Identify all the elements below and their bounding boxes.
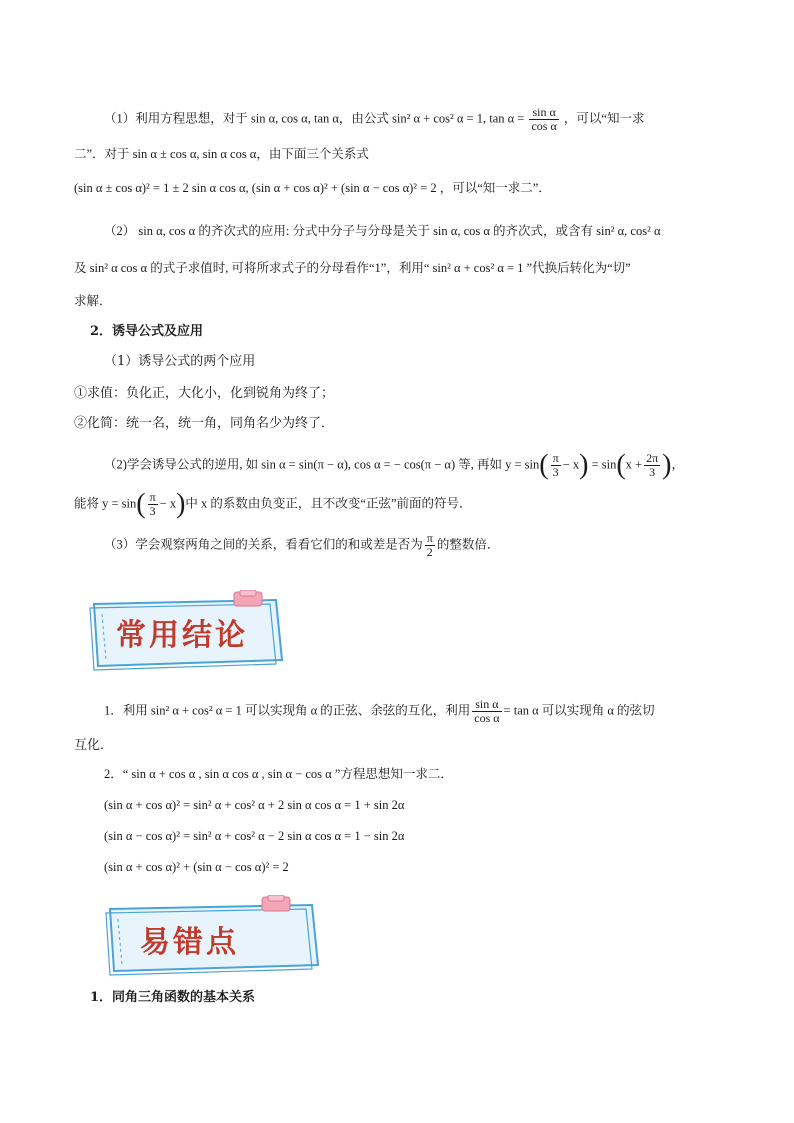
section2-p2-line2 <box>74 488 472 520</box>
frac4-num: π <box>426 531 433 545</box>
frac4-den: 2 <box>426 545 433 559</box>
conclusion1-prefix: 1．利用 sin² α + cos² α = 1 可以实现角 α 的正弦、余弦的互化，利用 <box>104 703 471 718</box>
2pi-over-3-fraction <box>644 452 660 479</box>
section2-item1: ①求值：负化正，大化小，化到锐角为终了； <box>74 386 335 401</box>
conclusion1-fraction <box>472 698 501 725</box>
p2-line2: 及 sin² α cos α 的式子求值时, 可将所求式子的分母看作“1”，利用“ sin² α + cos² α = 1 ”代换后转化为“切” <box>74 261 631 275</box>
left-paren: ( <box>539 449 549 481</box>
section2-p2-line1 <box>104 449 684 481</box>
section2-p3 <box>104 532 499 559</box>
p2-line1: （2） sin α, cos α 的齐次式的应用: 分式中分子与分母是关于 sin α, cos α 的齐次式，或含有 sin² α, cos² α <box>104 224 661 238</box>
section2-p2-end: ， <box>671 457 684 472</box>
section2-p2-line2-prefix: 能将 y = sin <box>74 496 137 511</box>
left-paren-2: ( <box>616 449 626 481</box>
frac2-den: 3 <box>649 465 656 479</box>
pi-over-2-fraction <box>425 532 435 559</box>
conclusion1-line1 <box>104 698 655 725</box>
frac3-den: 3 <box>149 504 156 518</box>
right-paren: ) <box>579 449 589 481</box>
right-paren-3: ) <box>176 488 186 520</box>
section2-item2: ②化简：统一名，统一角，同角名少为终了． <box>74 416 335 431</box>
conclusion1-line2: 互化． <box>74 738 114 753</box>
c1-frac-den: cos α <box>474 711 500 725</box>
conclusion2: 2．“ sin α + cos α , sin α cos α , sin α − cos α ”方程思想知一求二． <box>104 767 453 781</box>
p1-fraction <box>529 106 558 133</box>
p1-line2: 二”．对于 sin α ± cos α, sin α cos α，由下面三个关系式 <box>74 147 369 161</box>
section2-p2-prefix: （2)学会诱导公式的逆用, 如 sin α = sin(π − α), cos α = − cos(π − α) 等, 再如 y = sin <box>104 457 540 472</box>
p1-line3: (sin α ± cos α)² = 1 ± 2 sin α cos α, (sin α + cos α)² + (sin α − cos α)² = 2 ，可以“知一求二”． <box>74 181 551 195</box>
pi-over-3-fraction <box>551 452 561 479</box>
c1-frac-num: sin α <box>472 698 501 712</box>
section2-p2-mid1: − x <box>562 457 580 472</box>
frac1-num: π <box>552 451 559 465</box>
left-paren-3: ( <box>136 488 146 520</box>
section2-p2-line2-mid: − x <box>159 496 177 511</box>
conclusion1-tail: = tan α 可以实现角 α 的弦切 <box>503 703 655 718</box>
p1-line1-tail: ，可以“知一求 <box>563 111 645 126</box>
banner-error-prone <box>96 895 326 977</box>
pi-over-3-fraction-2 <box>148 491 158 518</box>
frac1-den: 3 <box>552 465 559 479</box>
banner2-title: 易错点 <box>140 925 239 960</box>
section2-p2-eq: = sin <box>591 457 617 472</box>
section2-p2-mid2: x + <box>625 457 643 472</box>
banner1-title: 常用结论 <box>116 618 248 653</box>
p1-frac-num: sin α <box>529 106 558 120</box>
formula1: (sin α + cos α)² = sin² α + cos² α + 2 sin α cos α = 1 + sin 2α <box>104 798 405 812</box>
section2-p3-tail: 的整数倍． <box>436 537 500 552</box>
section2-p2-line2-tail: 中 x 的系数由负变正，且不改变“正弦”前面的符号． <box>185 496 472 511</box>
frac2-num: 2π <box>646 451 659 465</box>
p1-frac-den: cos α <box>531 119 557 133</box>
section2-p3-prefix: （3）学会观察两角之间的关系，看看它们的和或差是否为 <box>104 537 423 552</box>
formula2: (sin α − cos α)² = sin² α + cos² α − 2 sin α cos α = 1 − sin 2α <box>104 829 405 843</box>
banner-common-conclusions <box>80 590 290 672</box>
p1-line1 <box>104 106 644 133</box>
section2-sub1: （1）诱导公式的两个应用 <box>104 354 256 369</box>
errors-heading: 1．同角三角函数的基本关系 <box>90 990 256 1005</box>
p2-line3: 求解． <box>74 294 112 308</box>
section2-heading: 2．诱导公式及应用 <box>90 324 204 339</box>
frac3-num: π <box>149 490 156 504</box>
p1-line1-text: （1）利用方程思想，对于 sin α, cos α, tan α，由公式 sin² α + cos² α = 1, tan α = <box>104 111 525 126</box>
formula3: (sin α + cos α)² + (sin α − cos α)² = 2 <box>104 860 289 874</box>
right-paren-2: ) <box>662 449 672 481</box>
